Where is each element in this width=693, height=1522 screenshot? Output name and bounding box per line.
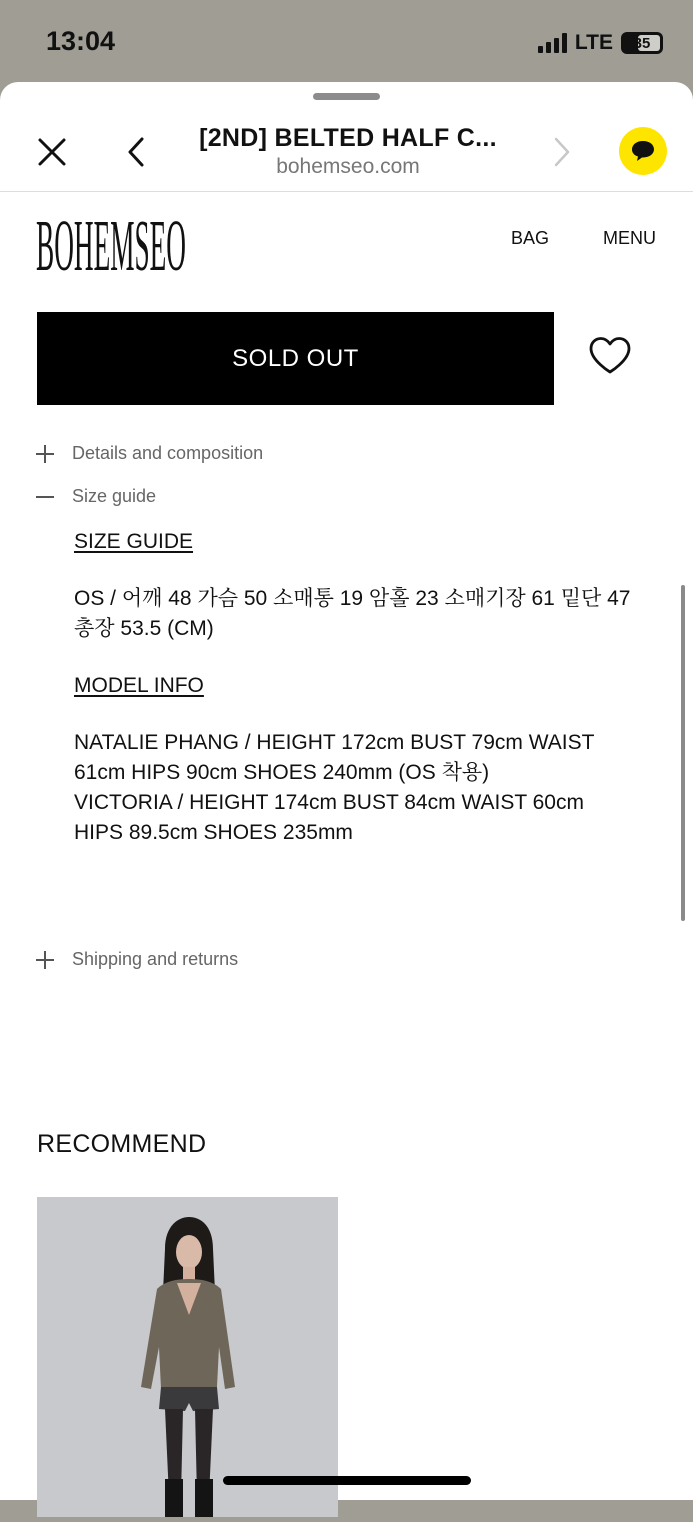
battery-level: 35	[633, 34, 651, 52]
browser-toolbar	[0, 82, 693, 192]
chat-button[interactable]	[619, 127, 667, 175]
size-guide-content	[74, 527, 634, 848]
nav-menu-link[interactable]: MENU	[603, 228, 656, 248]
plus-icon	[35, 444, 55, 464]
heart-icon	[588, 336, 632, 376]
minus-icon	[35, 487, 55, 507]
chevron-left-icon	[122, 134, 152, 170]
page-domain: bohemseo.com	[276, 155, 420, 178]
back-button[interactable]	[122, 134, 152, 170]
accordion-shipping[interactable]	[35, 949, 238, 970]
accordion-size-guide[interactable]	[35, 486, 156, 507]
page-title-block	[180, 124, 516, 179]
model-photo	[37, 1197, 338, 1517]
recommend-product-image[interactable]	[37, 1197, 338, 1517]
accordion-label: Details and composition	[72, 443, 264, 463]
site-header	[0, 192, 693, 292]
status-bar	[0, 0, 693, 84]
signal-icon	[538, 33, 567, 53]
status-time: 13:04	[46, 26, 116, 56]
model-info-heading: MODEL INFO	[74, 674, 204, 697]
accordion-label: Size guide	[72, 486, 157, 506]
home-indicator[interactable]	[223, 1476, 471, 1485]
accordion-label: Shipping and returns	[72, 949, 239, 969]
model-info-line: VICTORIA / HEIGHT 174cm BUST 84cm WAIST 60cm HIPS 89.5cm SHOES 235mm	[74, 791, 584, 844]
network-label: LTE	[574, 31, 613, 54]
in-app-browser-sheet	[0, 82, 693, 1500]
chevron-right-icon	[546, 134, 576, 170]
page-title: [2ND] BELTED HALF C...	[199, 124, 497, 152]
status-indicators	[538, 30, 663, 56]
plus-icon	[35, 950, 55, 970]
accordion-details[interactable]	[35, 443, 263, 464]
wishlist-button[interactable]	[588, 336, 632, 376]
close-icon	[34, 134, 70, 170]
svg-text:BOHEMSEO: BOHEMSEO	[36, 205, 186, 287]
size-guide-measurements: OS / 어깨 48 가슴 50 소매통 19 암홀 23 소매기장 61 밑단 47 총장 53.5 (CM)	[74, 587, 631, 640]
recommend-heading: RECOMMEND	[37, 1130, 207, 1158]
site-logo[interactable]	[36, 200, 186, 287]
battery-icon	[621, 32, 663, 54]
chat-bubble-icon	[630, 139, 656, 163]
scrollbar[interactable]	[681, 585, 685, 921]
model-info-line: NATALIE PHANG / HEIGHT 172cm BUST 79cm WAIST 61cm HIPS 90cm SHOES 240mm (OS 착용)	[74, 731, 595, 784]
sold-out-button[interactable]: SOLD OUT	[37, 312, 554, 405]
close-button[interactable]	[34, 134, 70, 170]
forward-button[interactable]	[546, 134, 576, 170]
nav-bag-link[interactable]: BAG	[511, 228, 550, 248]
size-guide-heading: SIZE GUIDE	[74, 530, 194, 553]
